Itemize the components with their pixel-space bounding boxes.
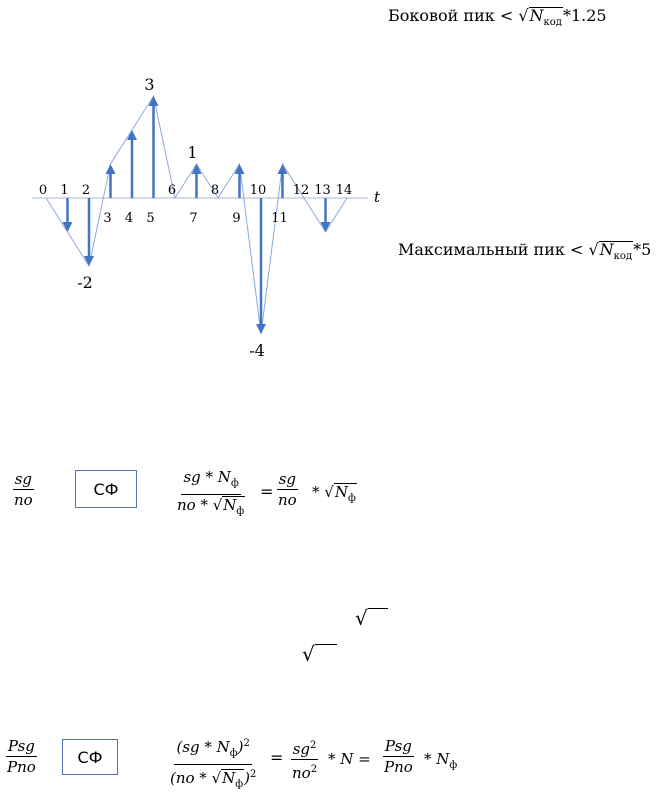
peak-label-5: 3 xyxy=(144,75,155,94)
f2-lhs-num xyxy=(174,735,251,765)
f2-lhs-num-end: ) xyxy=(237,738,244,756)
f2-lhs-den-sub: ф xyxy=(235,779,244,790)
f2-lhs-den: $(no * √N_ф)^2$ xyxy=(168,765,258,793)
f2-mid-num xyxy=(291,737,319,760)
f1-out-den-text: no * xyxy=(177,496,213,514)
tick-label-3: 3 xyxy=(103,211,112,226)
f1-input-den: no xyxy=(14,491,33,509)
f2-mid-den xyxy=(290,760,319,782)
tick-label-5: 5 xyxy=(146,211,155,226)
f2-rhs-den: Pno xyxy=(384,758,413,776)
f1-output-fraction xyxy=(175,468,247,520)
f2-mid-num-text: sg xyxy=(292,740,310,758)
stray-sqrt-1: √ xyxy=(355,606,388,630)
side-peak-n: N xyxy=(529,6,544,25)
tick-label-8: 8 xyxy=(210,183,220,198)
tick-label-7: 7 xyxy=(189,211,198,226)
f1-filter-box xyxy=(75,470,137,508)
f2-filter-box xyxy=(62,739,118,775)
f1-rhs-sqrt: * $√N_ф$ xyxy=(312,483,357,507)
f2-rhs-fraction xyxy=(382,737,415,776)
f2-input-fraction xyxy=(5,737,38,776)
f1-rhs-den: no xyxy=(278,491,297,509)
peak-label-10: -4 xyxy=(249,341,265,360)
f1-filter-label: СФ xyxy=(93,479,119,499)
f1-rhs-sub: ф xyxy=(347,493,356,504)
f1-rhs-fraction xyxy=(276,470,299,509)
f1-out-den-n: N xyxy=(223,496,237,514)
tick-label-6: 6 xyxy=(167,183,177,198)
tick-label-11: 11 xyxy=(271,211,288,226)
stray-sqrt-2: √ xyxy=(302,642,337,666)
stem-arrow-10 xyxy=(256,324,266,334)
peak-label-2: -2 xyxy=(77,273,93,292)
max-peak-prefix: Максимальный пик < xyxy=(398,240,584,259)
f2-rhs-sub: ф xyxy=(449,760,458,771)
side-peak-prefix: Боковой пик < xyxy=(388,6,514,25)
f2-input-num: Psg xyxy=(7,737,35,755)
f2-lhs-num-sub: ф xyxy=(229,748,238,759)
f1-out-num xyxy=(181,468,240,495)
tick-label-13: 13 xyxy=(314,183,331,198)
f2-mid-den-text: no xyxy=(292,764,311,782)
f1-times: * xyxy=(312,483,320,501)
f2-lhs-fraction xyxy=(168,735,258,793)
f2-times: * N xyxy=(424,750,450,768)
f1-rhs-n: N xyxy=(334,483,348,501)
side-peak-note: Боковой пик < $√N_{код}*1.25$ xyxy=(388,6,607,31)
tick-label-0: 0 xyxy=(38,183,48,198)
f1-rhs-num: sg xyxy=(278,470,296,488)
f2-mid-fraction xyxy=(290,737,319,782)
f2-lhs-den-end: ) xyxy=(244,769,250,787)
f1-out-den: no * $√N_ф$ xyxy=(175,495,247,520)
max-peak-note: Максимальный пик < $√N_{код}*5$ xyxy=(398,240,651,265)
side-peak-sub: код xyxy=(543,17,562,29)
peak-label-7: 1 xyxy=(187,143,198,162)
tick-label-14: 14 xyxy=(335,183,353,198)
f2-rhs-times xyxy=(424,750,457,771)
f2-input-den: Pno xyxy=(7,758,36,776)
max-peak-suffix: *5 xyxy=(633,240,652,259)
f1-out-num-text: sg * N xyxy=(183,468,231,486)
side-peak-suffix: *1.25 xyxy=(562,6,607,25)
f2-filter-label: СФ xyxy=(77,747,103,767)
max-peak-sub: код xyxy=(613,251,633,263)
f2-rhs-num: Psg xyxy=(384,737,412,755)
max-peak-n: N xyxy=(599,240,614,259)
f1-out-den-sub: ф xyxy=(236,506,245,517)
f2-lhs-num-text: (sg * N xyxy=(176,738,230,756)
x-axis-label: t xyxy=(373,188,381,206)
f2-mid-den-pow: 2 xyxy=(310,764,318,775)
f2-equals: = xyxy=(270,748,284,767)
f2-mid-num-pow: 2 xyxy=(310,740,317,751)
f1-out-num-sub: ф xyxy=(230,478,239,489)
f1-input-num: sg xyxy=(14,470,32,488)
f2-lhs-den-text: (no * xyxy=(170,769,212,787)
f2-lhs-num-pow: 2 xyxy=(243,738,250,749)
stem-arrow-3 xyxy=(106,164,116,174)
tick-label-1: 1 xyxy=(60,183,69,198)
tick-label-12: 12 xyxy=(292,183,310,198)
f1-equals: = xyxy=(260,482,274,501)
f1-input-fraction xyxy=(12,470,35,509)
f2-lhs-den-pow: 2 xyxy=(249,769,257,780)
tick-label-4: 4 xyxy=(124,211,134,226)
f2-lhs-den-n: N xyxy=(222,769,236,787)
f2-times-n: * N = xyxy=(328,750,371,768)
tick-label-10: 10 xyxy=(249,183,267,198)
tick-label-9: 9 xyxy=(232,211,241,226)
tick-label-2: 2 xyxy=(81,183,91,198)
